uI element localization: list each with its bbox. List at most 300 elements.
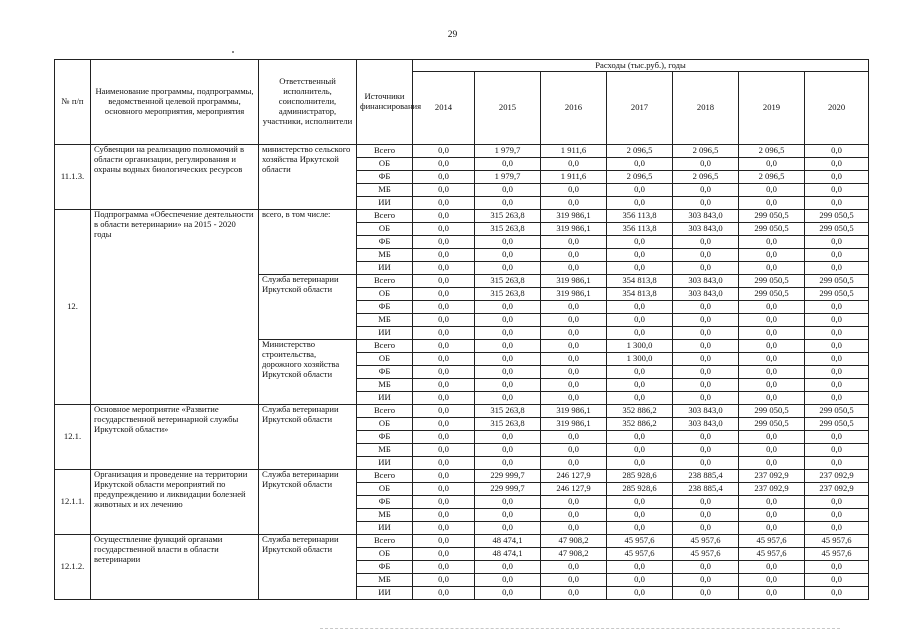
expense-value: 0,0 bbox=[739, 301, 805, 314]
expense-value: 0,0 bbox=[739, 522, 805, 535]
expense-value: 0,0 bbox=[607, 509, 673, 522]
expense-value: 0,0 bbox=[805, 171, 869, 184]
expense-value: 45 957,6 bbox=[607, 548, 673, 561]
expense-value: 0,0 bbox=[475, 158, 541, 171]
expense-value: 0,0 bbox=[413, 288, 475, 301]
expense-value: 0,0 bbox=[805, 561, 869, 574]
item-number: 12. bbox=[55, 210, 91, 405]
expense-value: 229 999,7 bbox=[475, 483, 541, 496]
expense-value: 0,0 bbox=[413, 431, 475, 444]
expense-value: 315 263,8 bbox=[475, 210, 541, 223]
table-header bbox=[55, 60, 869, 145]
expense-value: 0,0 bbox=[413, 457, 475, 470]
expense-value: 0,0 bbox=[673, 262, 739, 275]
expense-value: 246 127,9 bbox=[541, 483, 607, 496]
expense-value: 0,0 bbox=[673, 301, 739, 314]
expense-value: 0,0 bbox=[739, 327, 805, 340]
item-name: Организация и проведение на территории Иркутской области мероприятий по предупреждению и ликвидации болезней животных и их лечению bbox=[91, 470, 259, 535]
expense-value: 0,0 bbox=[541, 457, 607, 470]
expense-value: 285 928,6 bbox=[607, 470, 673, 483]
funding-source: Всего bbox=[357, 340, 413, 353]
expense-value: 0,0 bbox=[413, 470, 475, 483]
expense-value: 229 999,7 bbox=[475, 470, 541, 483]
expense-value: 299 050,5 bbox=[805, 210, 869, 223]
expense-value: 0,0 bbox=[475, 340, 541, 353]
expense-value: 237 092,9 bbox=[739, 483, 805, 496]
expense-value: 2 096,5 bbox=[607, 171, 673, 184]
expense-value: 0,0 bbox=[475, 574, 541, 587]
expense-value: 0,0 bbox=[541, 444, 607, 457]
expense-value: 0,0 bbox=[673, 249, 739, 262]
expense-value: 0,0 bbox=[607, 262, 673, 275]
expense-value: 47 908,2 bbox=[541, 548, 607, 561]
item-name: Подпрограмма «Обеспечение деятельности в области ветеринарии» на 2015 - 2020 годы bbox=[91, 210, 259, 405]
expense-value: 0,0 bbox=[673, 496, 739, 509]
expense-value: 0,0 bbox=[739, 184, 805, 197]
funding-source: ФБ bbox=[357, 561, 413, 574]
expense-value: 0,0 bbox=[673, 184, 739, 197]
funding-source: МБ bbox=[357, 574, 413, 587]
expense-value: 0,0 bbox=[673, 587, 739, 600]
expense-value: 354 813,8 bbox=[607, 288, 673, 301]
expense-value: 0,0 bbox=[413, 496, 475, 509]
responsible-executor: всего, в том числе: bbox=[259, 210, 357, 275]
expense-value: 0,0 bbox=[413, 184, 475, 197]
expense-value: 0,0 bbox=[607, 379, 673, 392]
expense-value: 0,0 bbox=[739, 314, 805, 327]
expense-value: 0,0 bbox=[607, 431, 673, 444]
expense-value: 2 096,5 bbox=[673, 171, 739, 184]
expense-value: 0,0 bbox=[673, 574, 739, 587]
expense-value: 0,0 bbox=[413, 236, 475, 249]
funding-source: Всего bbox=[357, 405, 413, 418]
expense-value: 45 957,6 bbox=[805, 535, 869, 548]
expense-value: 1 300,0 bbox=[607, 353, 673, 366]
expense-value: 0,0 bbox=[673, 236, 739, 249]
expense-value: 0,0 bbox=[413, 262, 475, 275]
expense-value: 0,0 bbox=[475, 587, 541, 600]
expense-value: 356 113,8 bbox=[607, 223, 673, 236]
expense-value: 0,0 bbox=[475, 522, 541, 535]
expense-value: 0,0 bbox=[673, 197, 739, 210]
expense-value: 303 843,0 bbox=[673, 405, 739, 418]
funding-source: ОБ bbox=[357, 223, 413, 236]
funding-source: ИИ bbox=[357, 392, 413, 405]
expense-value: 0,0 bbox=[541, 340, 607, 353]
expense-value: 0,0 bbox=[541, 522, 607, 535]
expense-value: 0,0 bbox=[607, 249, 673, 262]
expense-value: 0,0 bbox=[673, 158, 739, 171]
expense-value: 303 843,0 bbox=[673, 288, 739, 301]
expense-value: 0,0 bbox=[805, 184, 869, 197]
expense-value: 0,0 bbox=[805, 301, 869, 314]
expense-value: 303 843,0 bbox=[673, 210, 739, 223]
expense-value: 356 113,8 bbox=[607, 210, 673, 223]
expense-value: 0,0 bbox=[607, 574, 673, 587]
expense-value: 0,0 bbox=[607, 158, 673, 171]
expense-value: 0,0 bbox=[805, 366, 869, 379]
funding-source: Всего bbox=[357, 470, 413, 483]
expense-value: 0,0 bbox=[805, 457, 869, 470]
expense-value: 0,0 bbox=[541, 431, 607, 444]
expense-value: 0,0 bbox=[805, 262, 869, 275]
expense-value: 246 127,9 bbox=[541, 470, 607, 483]
expense-value: 0,0 bbox=[805, 509, 869, 522]
expense-value: 0,0 bbox=[673, 444, 739, 457]
header-name: Наименование программы, подпрограммы, ведомственной целевой программы, основного мероприятия, мероприятия bbox=[91, 60, 259, 145]
header-responsible: Ответственный исполнитель, соисполнители, администратор, участники, исполнители bbox=[259, 60, 357, 145]
funding-source: ОБ bbox=[357, 483, 413, 496]
expense-value: 299 050,5 bbox=[805, 288, 869, 301]
expense-value: 1 300,0 bbox=[607, 340, 673, 353]
expense-value: 0,0 bbox=[607, 444, 673, 457]
expense-value: 0,0 bbox=[413, 444, 475, 457]
expense-value: 45 957,6 bbox=[607, 535, 673, 548]
item-name: Субвенции на реализацию полномочий в области организации, регулирования и охраны водных биологических ресурсов bbox=[91, 145, 259, 210]
expense-value: 0,0 bbox=[541, 158, 607, 171]
funding-source: МБ bbox=[357, 509, 413, 522]
expense-value: 0,0 bbox=[607, 314, 673, 327]
expense-value: 0,0 bbox=[413, 158, 475, 171]
expense-value: 0,0 bbox=[413, 275, 475, 288]
funding-source: ОБ bbox=[357, 288, 413, 301]
expense-value: 45 957,6 bbox=[673, 548, 739, 561]
header-year: 2015 bbox=[475, 72, 541, 145]
expense-value: 45 957,6 bbox=[805, 548, 869, 561]
funding-source: ОБ bbox=[357, 353, 413, 366]
expense-value: 0,0 bbox=[413, 418, 475, 431]
funding-source: МБ bbox=[357, 249, 413, 262]
funding-source: ОБ bbox=[357, 548, 413, 561]
expense-value: 0,0 bbox=[475, 561, 541, 574]
expense-value: 0,0 bbox=[673, 457, 739, 470]
expense-value: 319 986,1 bbox=[541, 210, 607, 223]
funding-source: МБ bbox=[357, 444, 413, 457]
expense-value: 0,0 bbox=[739, 457, 805, 470]
budget-table bbox=[54, 59, 869, 600]
expense-value: 0,0 bbox=[673, 353, 739, 366]
expense-value: 299 050,5 bbox=[739, 223, 805, 236]
expense-value: 319 986,1 bbox=[541, 418, 607, 431]
expense-value: 0,0 bbox=[739, 340, 805, 353]
expense-value: 237 092,9 bbox=[739, 470, 805, 483]
expense-value: 299 050,5 bbox=[805, 275, 869, 288]
expense-value: 0,0 bbox=[413, 587, 475, 600]
expense-value: 48 474,1 bbox=[475, 535, 541, 548]
expense-value: 0,0 bbox=[413, 353, 475, 366]
expense-value: 0,0 bbox=[413, 392, 475, 405]
expense-value: 0,0 bbox=[541, 314, 607, 327]
responsible-executor: Служба ветеринарии Иркутской области bbox=[259, 535, 357, 600]
funding-source: ФБ bbox=[357, 171, 413, 184]
funding-source: Всего bbox=[357, 210, 413, 223]
funding-source: ИИ bbox=[357, 587, 413, 600]
expense-value: 0,0 bbox=[739, 392, 805, 405]
expense-value: 0,0 bbox=[475, 431, 541, 444]
header-no: № п/п bbox=[55, 60, 91, 145]
funding-source: ИИ bbox=[357, 197, 413, 210]
expense-value: 1 911,6 bbox=[541, 145, 607, 158]
expense-value: 0,0 bbox=[413, 535, 475, 548]
expense-value: 0,0 bbox=[541, 353, 607, 366]
expense-value: 0,0 bbox=[541, 379, 607, 392]
expense-value: 2 096,5 bbox=[739, 171, 805, 184]
expense-value: 237 092,9 bbox=[805, 483, 869, 496]
expense-value: 0,0 bbox=[805, 392, 869, 405]
expense-value: 0,0 bbox=[805, 327, 869, 340]
funding-source: ФБ bbox=[357, 496, 413, 509]
expense-value: 0,0 bbox=[739, 353, 805, 366]
expense-value: 0,0 bbox=[541, 236, 607, 249]
expense-value: 0,0 bbox=[413, 561, 475, 574]
expense-value: 0,0 bbox=[475, 314, 541, 327]
item-name: Осуществление функций органами государственной власти в области ветеринарии bbox=[91, 535, 259, 600]
expense-value: 0,0 bbox=[673, 509, 739, 522]
header-year: 2020 bbox=[805, 72, 869, 145]
expense-value: 0,0 bbox=[607, 197, 673, 210]
expense-value: 315 263,8 bbox=[475, 288, 541, 301]
expense-value: 0,0 bbox=[475, 457, 541, 470]
expense-value: 0,0 bbox=[673, 366, 739, 379]
header-expenses: Расходы (тыс.руб.), годы bbox=[413, 60, 869, 72]
responsible-executor: Служба ветеринарии Иркутской области bbox=[259, 470, 357, 535]
expense-value: 0,0 bbox=[541, 509, 607, 522]
expense-value: 319 986,1 bbox=[541, 405, 607, 418]
expense-value: 0,0 bbox=[739, 249, 805, 262]
expense-value: 0,0 bbox=[475, 197, 541, 210]
expense-value: 352 886,2 bbox=[607, 418, 673, 431]
header-source: Источники финансирования bbox=[357, 60, 413, 145]
expense-value: 237 092,9 bbox=[805, 470, 869, 483]
expense-value: 0,0 bbox=[607, 457, 673, 470]
expense-value: 299 050,5 bbox=[739, 210, 805, 223]
expense-value: 45 957,6 bbox=[739, 535, 805, 548]
expense-value: 0,0 bbox=[739, 444, 805, 457]
expense-value: 0,0 bbox=[475, 366, 541, 379]
item-name: Основное мероприятие «Развитие государственной ветеринарной службы Иркутской области» bbox=[91, 405, 259, 470]
expense-value: 0,0 bbox=[541, 561, 607, 574]
funding-source: ФБ bbox=[357, 236, 413, 249]
expense-value: 0,0 bbox=[607, 522, 673, 535]
expense-value: 2 096,5 bbox=[673, 145, 739, 158]
expense-value: 0,0 bbox=[413, 301, 475, 314]
expense-value: 0,0 bbox=[805, 353, 869, 366]
expense-value: 319 986,1 bbox=[541, 223, 607, 236]
expense-value: 0,0 bbox=[673, 340, 739, 353]
expense-value: 0,0 bbox=[541, 184, 607, 197]
funding-source: Всего bbox=[357, 535, 413, 548]
expense-value: 0,0 bbox=[413, 405, 475, 418]
header-year: 2014 bbox=[413, 72, 475, 145]
responsible-executor: министерство сельского хозяйства Иркутской области bbox=[259, 145, 357, 210]
expense-value: 0,0 bbox=[805, 340, 869, 353]
expense-value: 0,0 bbox=[413, 210, 475, 223]
expense-value: 0,0 bbox=[805, 574, 869, 587]
expense-value: 0,0 bbox=[541, 587, 607, 600]
expense-value: 315 263,8 bbox=[475, 275, 541, 288]
expense-value: 319 986,1 bbox=[541, 275, 607, 288]
expense-value: 0,0 bbox=[739, 574, 805, 587]
expense-value: 0,0 bbox=[607, 184, 673, 197]
expense-value: 0,0 bbox=[413, 223, 475, 236]
expense-value: 0,0 bbox=[541, 262, 607, 275]
expense-value: 0,0 bbox=[541, 249, 607, 262]
expense-value: 1 979,7 bbox=[475, 145, 541, 158]
funding-source: Всего bbox=[357, 275, 413, 288]
funding-source: Всего bbox=[357, 145, 413, 158]
expense-value: 0,0 bbox=[739, 236, 805, 249]
funding-source: МБ bbox=[357, 314, 413, 327]
expense-value: 238 885,4 bbox=[673, 483, 739, 496]
expense-value: 315 263,8 bbox=[475, 223, 541, 236]
expense-value: 0,0 bbox=[413, 483, 475, 496]
funding-source: ИИ bbox=[357, 262, 413, 275]
table-row bbox=[55, 210, 869, 223]
expense-value: 0,0 bbox=[413, 548, 475, 561]
expense-value: 0,0 bbox=[673, 327, 739, 340]
item-number: 11.1.3. bbox=[55, 145, 91, 210]
expense-value: 0,0 bbox=[413, 197, 475, 210]
funding-source: МБ bbox=[357, 184, 413, 197]
page-number: 29 bbox=[447, 30, 458, 40]
expense-value: 0,0 bbox=[805, 496, 869, 509]
expense-value: 0,0 bbox=[475, 327, 541, 340]
expense-value: 0,0 bbox=[541, 327, 607, 340]
expense-value: 303 843,0 bbox=[673, 418, 739, 431]
funding-source: ОБ bbox=[357, 158, 413, 171]
expense-value: 285 928,6 bbox=[607, 483, 673, 496]
header-year: 2016 bbox=[541, 72, 607, 145]
expense-value: 0,0 bbox=[413, 340, 475, 353]
table-row bbox=[55, 535, 869, 548]
header-year: 2018 bbox=[673, 72, 739, 145]
expense-value: 0,0 bbox=[607, 561, 673, 574]
expense-value: 0,0 bbox=[541, 392, 607, 405]
expense-value: 0,0 bbox=[673, 314, 739, 327]
expense-value: 0,0 bbox=[673, 522, 739, 535]
expense-value: 0,0 bbox=[475, 301, 541, 314]
table-row bbox=[55, 470, 869, 483]
expense-value: 0,0 bbox=[607, 236, 673, 249]
expense-value: 47 908,2 bbox=[541, 535, 607, 548]
expense-value: 0,0 bbox=[805, 236, 869, 249]
expense-value: 303 843,0 bbox=[673, 223, 739, 236]
expense-value: 2 096,5 bbox=[607, 145, 673, 158]
expense-value: 0,0 bbox=[673, 379, 739, 392]
funding-source: ФБ bbox=[357, 431, 413, 444]
expense-value: 0,0 bbox=[805, 522, 869, 535]
expense-value: 0,0 bbox=[805, 431, 869, 444]
expense-value: 315 263,8 bbox=[475, 405, 541, 418]
expense-value: 0,0 bbox=[739, 431, 805, 444]
expense-value: 319 986,1 bbox=[541, 288, 607, 301]
item-number: 12.1. bbox=[55, 405, 91, 470]
scan-speck bbox=[232, 51, 234, 53]
expense-value: 0,0 bbox=[607, 327, 673, 340]
scan-artifact-line bbox=[320, 628, 840, 630]
expense-value: 1 911,6 bbox=[541, 171, 607, 184]
expense-value: 0,0 bbox=[413, 145, 475, 158]
table-row bbox=[55, 145, 869, 158]
expense-value: 0,0 bbox=[413, 171, 475, 184]
expense-value: 45 957,6 bbox=[673, 535, 739, 548]
expense-value: 299 050,5 bbox=[805, 223, 869, 236]
responsible-executor: Служба ветеринарии Иркутской области bbox=[259, 405, 357, 470]
expense-value: 0,0 bbox=[607, 587, 673, 600]
expense-value: 0,0 bbox=[413, 366, 475, 379]
expense-value: 0,0 bbox=[413, 509, 475, 522]
funding-source: ИИ bbox=[357, 327, 413, 340]
expense-value: 0,0 bbox=[739, 561, 805, 574]
expense-value: 48 474,1 bbox=[475, 548, 541, 561]
expense-value: 0,0 bbox=[739, 366, 805, 379]
expense-value: 299 050,5 bbox=[739, 275, 805, 288]
expense-value: 0,0 bbox=[413, 574, 475, 587]
expense-value: 0,0 bbox=[413, 379, 475, 392]
expense-value: 299 050,5 bbox=[739, 418, 805, 431]
expense-value: 1 979,7 bbox=[475, 171, 541, 184]
expense-value: 0,0 bbox=[805, 145, 869, 158]
funding-source: ИИ bbox=[357, 457, 413, 470]
expense-value: 0,0 bbox=[673, 561, 739, 574]
expense-value: 0,0 bbox=[413, 522, 475, 535]
expense-value: 0,0 bbox=[475, 496, 541, 509]
expense-value: 0,0 bbox=[805, 197, 869, 210]
item-number: 12.1.1. bbox=[55, 470, 91, 535]
expense-value: 45 957,6 bbox=[739, 548, 805, 561]
expense-value: 0,0 bbox=[739, 587, 805, 600]
expense-value: 0,0 bbox=[541, 366, 607, 379]
responsible-executor: Министерство строительства, дорожного хозяйства Иркутской области bbox=[259, 340, 357, 405]
expense-value: 0,0 bbox=[739, 496, 805, 509]
funding-source: ФБ bbox=[357, 301, 413, 314]
item-number: 12.1.2. bbox=[55, 535, 91, 600]
expense-value: 238 885,4 bbox=[673, 470, 739, 483]
expense-value: 0,0 bbox=[607, 301, 673, 314]
expense-value: 0,0 bbox=[475, 379, 541, 392]
expense-value: 0,0 bbox=[739, 158, 805, 171]
expense-value: 0,0 bbox=[413, 249, 475, 262]
expense-value: 0,0 bbox=[475, 353, 541, 366]
expense-value: 0,0 bbox=[475, 262, 541, 275]
table-row bbox=[55, 405, 869, 418]
expense-value: 0,0 bbox=[475, 509, 541, 522]
table-body bbox=[55, 145, 869, 600]
expense-value: 0,0 bbox=[475, 236, 541, 249]
responsible-executor: Служба ветеринарии Иркутской области bbox=[259, 275, 357, 340]
expense-value: 0,0 bbox=[475, 184, 541, 197]
header-year: 2019 bbox=[739, 72, 805, 145]
expense-value: 2 096,5 bbox=[739, 145, 805, 158]
expense-value: 0,0 bbox=[739, 197, 805, 210]
expense-value: 0,0 bbox=[739, 379, 805, 392]
expense-value: 0,0 bbox=[413, 327, 475, 340]
expense-value: 0,0 bbox=[541, 301, 607, 314]
expense-value: 0,0 bbox=[805, 158, 869, 171]
expense-value: 315 263,8 bbox=[475, 418, 541, 431]
expense-value: 0,0 bbox=[673, 431, 739, 444]
funding-source: МБ bbox=[357, 379, 413, 392]
expense-value: 0,0 bbox=[413, 314, 475, 327]
expense-value: 0,0 bbox=[607, 366, 673, 379]
expense-value: 299 050,5 bbox=[739, 405, 805, 418]
expense-value: 0,0 bbox=[805, 249, 869, 262]
funding-source: ИИ bbox=[357, 522, 413, 535]
expense-value: 303 843,0 bbox=[673, 275, 739, 288]
expense-value: 0,0 bbox=[805, 314, 869, 327]
expense-value: 0,0 bbox=[607, 392, 673, 405]
expense-value: 0,0 bbox=[475, 392, 541, 405]
